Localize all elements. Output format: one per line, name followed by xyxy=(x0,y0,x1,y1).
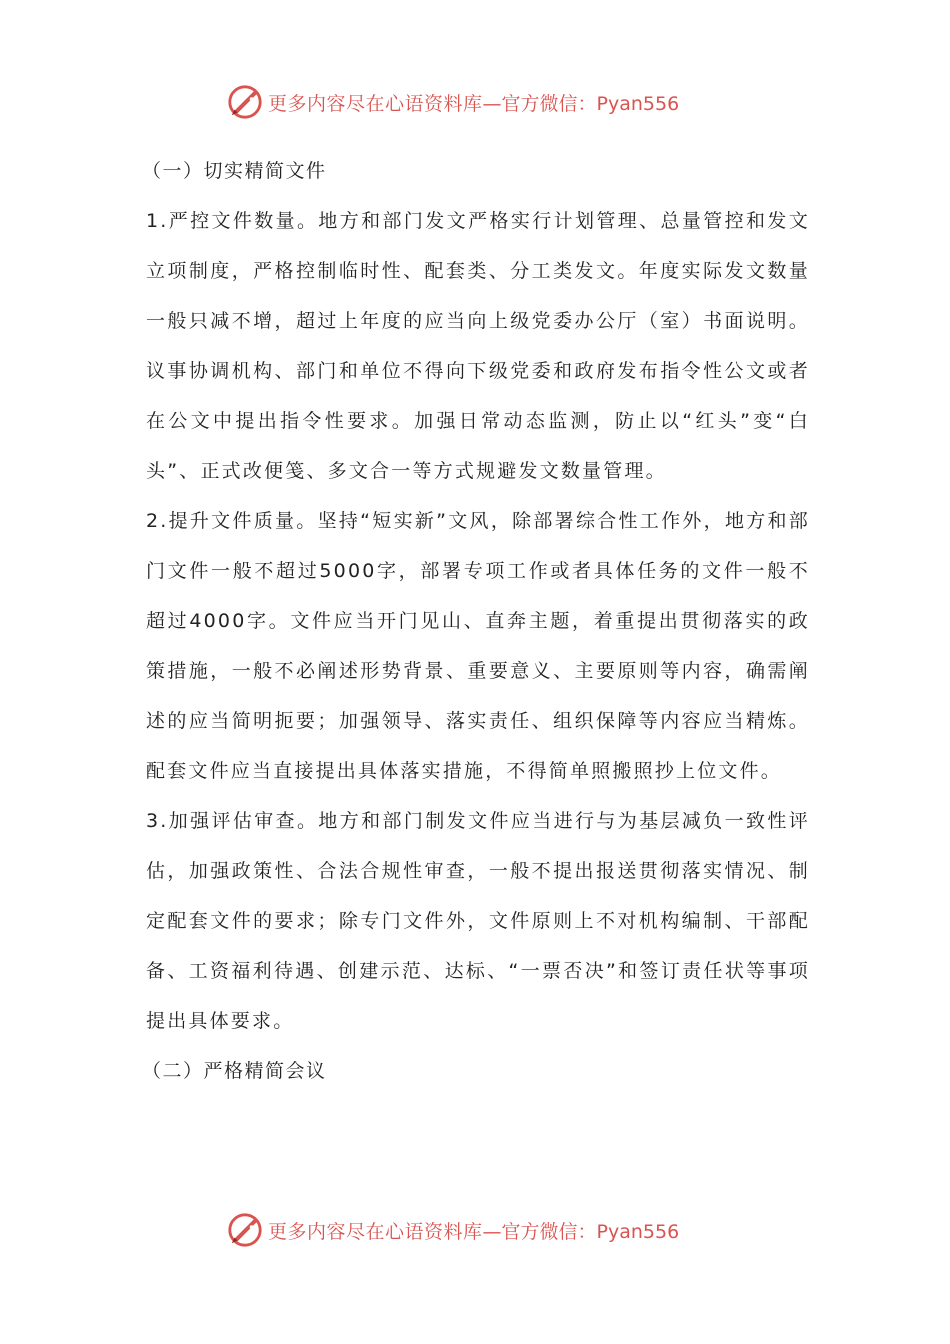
paragraph-2: 2.提升文件质量。坚持“短实新”文风，除部署综合性工作外，地方和部门文件一般不超过5000字，部署专项工作或者具体任务的文件一般不超过4000字。文件应当开门见山、直奔主题，着重提出贯彻落实的政策措施，一般不必阐述形势背景、重要意义、主要原则等内容，确需阐述的应当简明扼要；加强领导、落实责任、组织保障等内容应当精炼。配套文件应当直接提出具体落实措施，不得简单照搬照抄上位文件。 xyxy=(146,510,810,782)
document-body xyxy=(142,146,810,1096)
banner-official-text: —官方微信：Pyan556 xyxy=(482,1220,680,1243)
banner-site-text: 更多内容尽在心语资料库 xyxy=(268,1220,483,1243)
section-heading-1: （一）切实精简文件 xyxy=(142,160,327,182)
footer-watermark-banner xyxy=(226,1210,679,1250)
paragraph-1: 1.严控文件数量。地方和部门发文严格实行计划管理、总量管控和发文立项制度，严格控制临时性、配套类、分工类发文。年度实际发文数量一般只减不增，超过上年度的应当向上级党委办公厅（室）书面说明。议事协调机构、部门和单位不得向下级党委和政府发布指令性公文或者在公文中提出指令性要求。加强日常动态监测，防止以“红头”变“白头”、正式改便笺、多文合一等方式规避发文数量管理。 xyxy=(146,210,810,482)
header-watermark-banner xyxy=(226,82,679,122)
banner-site-text: 更多内容尽在心语资料库 xyxy=(268,92,483,115)
section-heading-2: （二）严格精简会议 xyxy=(142,1060,327,1082)
pen-logo-icon xyxy=(226,83,264,121)
paragraph-3: 3.加强评估审查。地方和部门制发文件应当进行与为基层减负一致性评估，加强政策性、合法合规性审查，一般不提出报送贯彻落实情况、制定配套文件的要求；除专门文件外，文件原则上不对机构编制、干部配备、工资福利待遇、创建示范、达标、“一票否决”和签订责任状等事项提出具体要求。 xyxy=(146,810,810,1032)
pen-logo-icon xyxy=(226,1211,264,1249)
banner-official-text: —官方微信：Pyan556 xyxy=(482,92,680,115)
